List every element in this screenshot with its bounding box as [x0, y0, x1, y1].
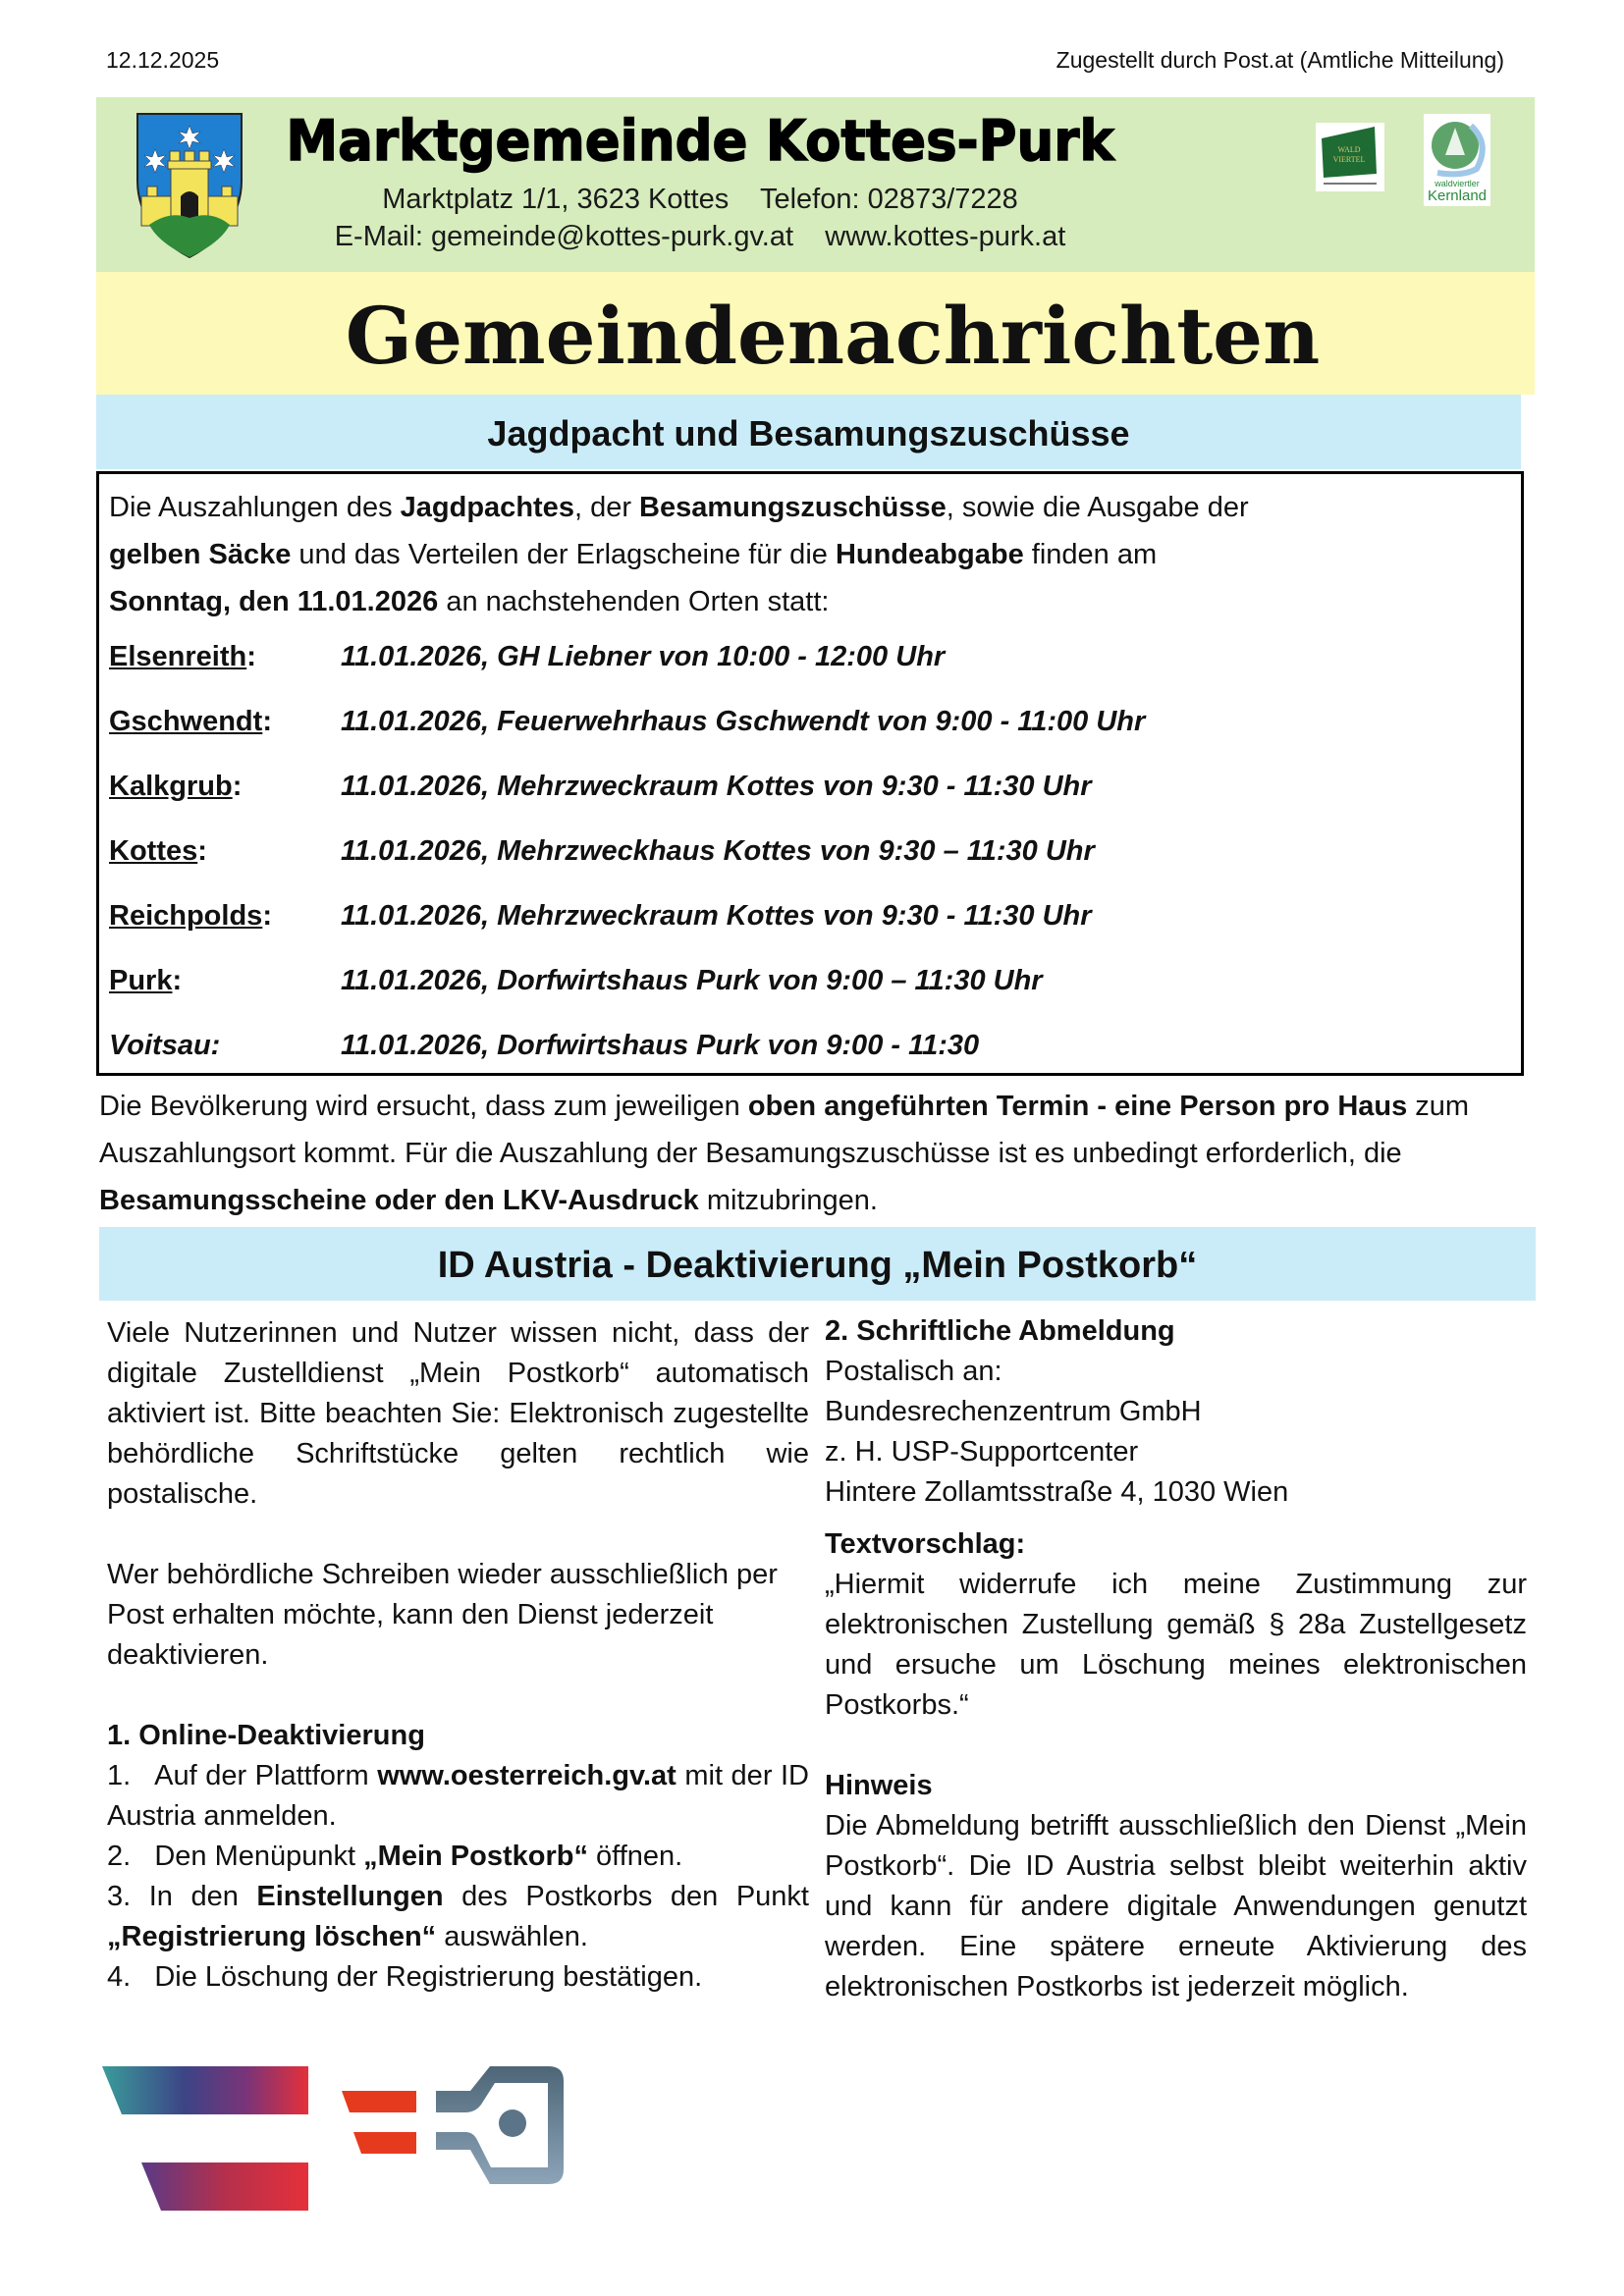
phone: Telefon: 02873/7228 [759, 184, 1018, 215]
text: an nachstehenden Orten statt: [438, 586, 830, 617]
step-1: 1. Auf der Plattform www.oesterreich.gv.at mit der ID Austria anmelden. [107, 1760, 809, 1832]
municipality-name: Marktgemeinde Kottes-Purk [286, 109, 1114, 174]
step-4: 4. Die Löschung der Registrierung bestätigen. [107, 1961, 703, 1993]
municipality-header [96, 97, 1535, 272]
step-2: 2. Den Menüpunkt „Mein Postkorb“ öffnen. [107, 1841, 683, 1872]
written-deregistration-heading: 2. Schriftliche Abmeldung [825, 1315, 1175, 1347]
location-name: Purk [109, 965, 173, 996]
website-link[interactable]: www.kottes-purk.at [825, 221, 1066, 252]
issue-date: 12.12.2025 [106, 47, 220, 73]
section-heading-jagdpacht: Jagdpacht und Besamungszuschüsse [96, 395, 1521, 469]
note-heading: Hinweis [825, 1770, 933, 1801]
portal-link[interactable]: www.oesterreich.gv.at [377, 1760, 677, 1791]
location-name: Reichpolds [109, 900, 263, 932]
id-austria-logo [102, 2052, 642, 2218]
contact-line [96, 221, 1304, 253]
address-line [96, 184, 1304, 216]
emphasis: Sonntag, den 11.01.2026 [109, 586, 439, 617]
text: finden am [1023, 539, 1158, 570]
location-name: Voitsau: [109, 1030, 221, 1061]
svg-text:waldviertler: waldviertler [1435, 179, 1480, 188]
emphasis: gelben Säcke [109, 539, 292, 570]
emphasis: Jagdpachtes [400, 492, 574, 523]
id-austria-flag-icon [102, 2066, 308, 2211]
location-detail: 11.01.2026, Dorfwirtshaus Purk von 9:00 – 11:30 Uhr [341, 965, 1043, 996]
location-detail: 11.01.2026, Mehrzweckraum Kottes von 9:30 - 11:30 Uhr [341, 771, 1092, 802]
emphasis: Besamungszuschüsse [639, 492, 947, 523]
section-heading-id-austria: ID Austria - Deaktivierung „Mein Postkorb“ [99, 1227, 1536, 1301]
intro-paragraph: Viele Nutzerinnen und Nutzer wissen nicht, dass der digitale Zustelldienst „Mein Postkorb“ automatisch aktiviert ist. Bitte beachten Sie: Elektronisch zugestellte behördliche Schriftstücke gelten rechtlich wie postalische. [107, 1317, 809, 1510]
note-text: Die Abmeldung betrifft ausschließlich den Dienst „Mein Postkorb“. Die ID Austria selbst bleibt weiterhin aktiv und kann für andere digitale Anwendungen genutzt werden. Eine spätere erneute Aktivierung des elektronischen Postkorbs ist jederzeit möglich. [825, 1810, 1527, 2002]
postal-address-line: Hintere Zollamtsstraße 4, 1030 Wien [825, 1476, 1289, 1508]
email-link[interactable]: E-Mail: gemeinde@kottes-purk.gv.at [334, 221, 794, 252]
location-name: Kottes [109, 835, 198, 867]
emphasis: Besamungsscheine oder den LKV-Ausdruck [99, 1185, 699, 1216]
location-detail: 11.01.2026, GH Liebner von 10:00 - 12:00 Uhr [341, 641, 946, 672]
svg-text:Kernland: Kernland [1427, 187, 1488, 204]
payout-schedule-box: Die Auszahlungen des Jagdpachtes, der Besamungszuschüsse, sowie die Ausgabe der gelben Säcke und das Verteilen der Erlagscheine für die Hundeabgabe finden am Sonntag, den 11.01.2026 an nachstehenden Orten statt: Elsenreith : 11.01.2026, GH Liebner von 10:00 - 12:00 Uhr Gschwendt : 11.01.2026, Feuerwehrhaus Gschwendt von 9:00 - 11:00 Uhr Kalkgrub : 11.01.2026, Mehrzweckraum Kottes von 9:30 - 11:30 Uhr Kottes : 11.01.2026, Mehrzweckhaus Kottes von 9:30 – 11:30 Uhr Reichpolds : 11.01.2026, Mehrzweckraum Kottes von 9:30 - 11:30 Uhr Purk : 11.01.2026, Dorfwirtshaus Purk von 9:00 – 11:30 Uhr Voitsau: 11.01.2026, Dorfwirtshaus Purk von 9:00 - 11:30 [96, 471, 1524, 1076]
id-austria-key-icon [342, 2066, 564, 2184]
waldviertel-logo-icon [1316, 123, 1384, 191]
masthead [96, 272, 1535, 395]
location-detail: 11.01.2026, Mehrzweckhaus Kottes von 9:30 – 11:30 Uhr [341, 835, 1095, 867]
text: Die Bevölkerung wird ersucht, dass zum jeweiligen [99, 1091, 748, 1122]
text: mitzubringen. [698, 1185, 878, 1216]
location-name: Kalkgrub [109, 771, 233, 802]
emphasis: Hundeabgabe [835, 539, 1024, 570]
text: Die Auszahlungen des [109, 492, 401, 523]
postal-address-line: Bundesrechenzentrum GmbH [825, 1396, 1202, 1427]
svg-text:VIERTEL: VIERTEL [1332, 155, 1366, 164]
step-3: 3. In den Einstellungen des Postkorbs den Punkt „Registrierung löschen“ auswählen. [107, 1881, 809, 1952]
location-detail: 11.01.2026, Dorfwirtshaus Purk von 9:00 - 11:30 [341, 1030, 980, 1061]
address: Marktplatz 1/1, 3623 Kottes [382, 184, 730, 215]
template-heading: Textvorschlag: [825, 1528, 1026, 1560]
text: , sowie die Ausgabe der [946, 492, 1249, 523]
location-name: Elsenreith [109, 641, 247, 672]
payout-intro [109, 484, 1503, 625]
text: zum Auszahlungsort kommt. Für die Auszahlung der Besamungszuschüsse ist es unbedingt erforderlich, die [99, 1091, 1470, 1169]
postal-address-line: Postalisch an: [825, 1356, 1002, 1387]
emphasis: oben angeführten Termin - eine Person pro Haus [747, 1091, 1408, 1122]
newsletter-title: Gemeindenachrichten [345, 290, 1321, 382]
location-detail: 11.01.2026, Mehrzweckraum Kottes von 9:30 - 11:30 Uhr [341, 900, 1092, 932]
id-austria-left-column [107, 1313, 809, 1998]
text: und das Verteilen der Erlagscheine für die [291, 539, 836, 570]
text: , der [573, 492, 640, 523]
postal-address-line: z. H. USP-Supportcenter [825, 1436, 1139, 1468]
online-deactivation-heading: 1. Online-Deaktivierung [107, 1720, 425, 1751]
id-austria-right-column [825, 1311, 1527, 2007]
waldviertler-kernland-logo-icon [1424, 114, 1490, 206]
svg-text:WALD: WALD [1337, 145, 1361, 154]
location-detail: 11.01.2026, Feuerwehrhaus Gschwendt von 9:00 - 11:00 Uhr [341, 706, 1146, 737]
payout-instructions [99, 1083, 1533, 1224]
template-text: „Hiermit widerrufe ich meine Zustimmung zur elektronischen Zustellung gemäß § 28a Zustellgesetz und ersuche um Löschung meines elektronischen Postkorbs.“ [825, 1569, 1527, 1721]
location-name: Gschwendt [109, 706, 263, 737]
delivery-note: Zugestellt durch Post.at (Amtliche Mitteilung) [1056, 47, 1504, 73]
deactivate-paragraph: Wer behördliche Schreiben wieder ausschließlich per Post erhalten möchte, kann den Dienst jederzeit deaktivieren. [107, 1559, 778, 1671]
